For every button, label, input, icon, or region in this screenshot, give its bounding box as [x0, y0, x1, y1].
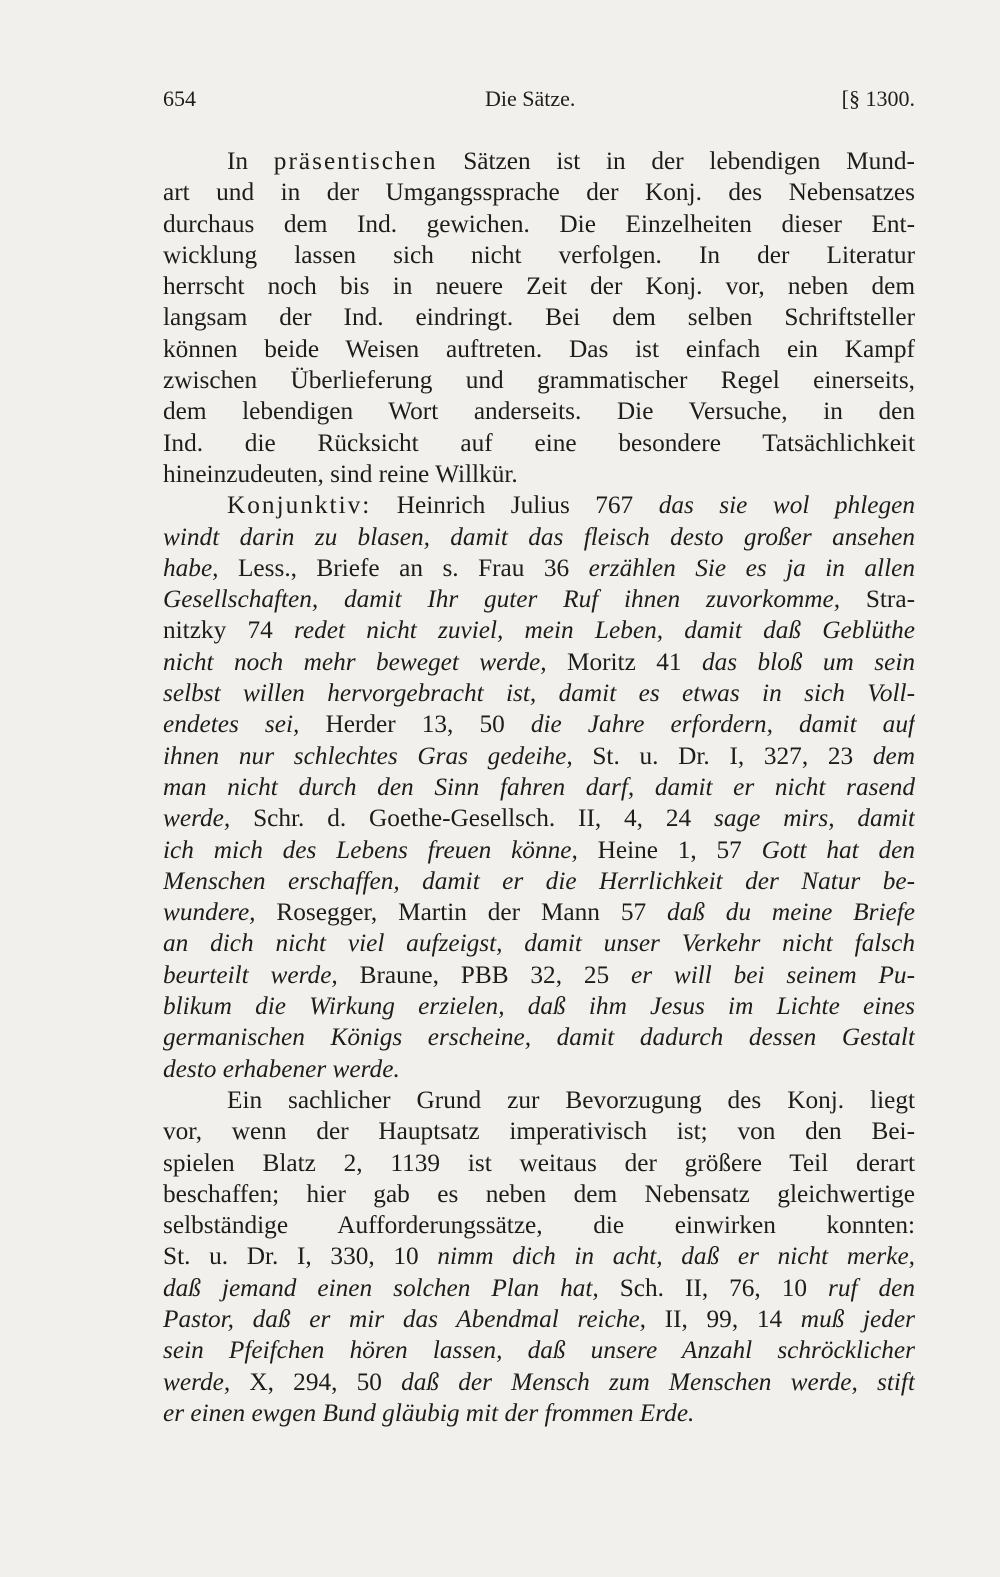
text-line: [163, 741, 915, 772]
text-line: [163, 1335, 915, 1366]
text-line: [163, 803, 915, 834]
italic-quotation: ich mich des Lebens freuen könne,: [163, 835, 578, 864]
text-line: [163, 146, 915, 177]
italic-quotation: werde,: [163, 804, 231, 833]
italic-quotation: blikum die Wirkung erzielen, daß ihm Jesus im Lichte eines: [163, 992, 915, 1021]
text-line: [163, 772, 915, 803]
running-title: Die Sätze.: [485, 86, 576, 111]
text-run: Ein sachlicher Grund zur Bevorzugung des Konj. liegt: [227, 1085, 915, 1114]
text-line: [163, 1398, 915, 1429]
running-header: [163, 86, 915, 122]
page-number: 654: [163, 86, 196, 111]
italic-quotation: er will bei seinem Pu-: [630, 960, 915, 989]
text-line: [163, 960, 915, 991]
text-line: [163, 991, 915, 1022]
italic-quotation: wundere,: [163, 898, 256, 927]
text-run: dem lebendigen Wort anderseits. Die Versuche, in den: [163, 397, 915, 426]
text-line: [163, 396, 915, 427]
italic-quotation: muß jeder: [800, 1304, 915, 1333]
italic-quotation: nimm dich in acht, daß er nicht merke,: [437, 1242, 915, 1271]
italic-quotation: er einen ewgen Bund gläubig mit der frommen Erde.: [163, 1398, 695, 1427]
text-line: [163, 1241, 915, 1272]
text-line: [163, 1148, 915, 1179]
text-run: Moritz 41: [546, 647, 702, 676]
text-line: [163, 490, 915, 521]
text-run: Sätzen ist in der lebendigen Mund-: [437, 147, 915, 175]
text-line: [163, 1022, 915, 1053]
text-line: [163, 1273, 915, 1304]
text-run: selbständige Aufforderungssätze, die einwirken konnten:: [163, 1211, 915, 1240]
main-text: [163, 146, 915, 1429]
text-run: langsam der Ind. eindringt. Bei dem selben Schriftsteller: [163, 303, 915, 332]
text-run: können beide Weisen auftreten. Das ist einfach ein Kampf: [163, 334, 915, 363]
text-line: [163, 897, 915, 928]
italic-quotation: habe,: [163, 553, 219, 582]
text-line: [163, 678, 915, 709]
text-line: [163, 177, 915, 208]
text-run: vor, wenn der Hauptsatz imperativisch ist; von den Bei-: [163, 1117, 915, 1146]
text-line: [163, 302, 915, 333]
text-run: Sch. II, 76, 10: [598, 1273, 828, 1302]
italic-quotation: redet nicht zuviel, mein Leben, damit daß Geblüthe: [293, 616, 915, 645]
text-run: X, 294, 50: [230, 1367, 402, 1396]
text-run: Herder 13, 50: [299, 710, 531, 739]
text-run: Stra-: [840, 585, 915, 614]
text-run: St. u. Dr. I, 327, 23: [572, 741, 873, 770]
italic-quotation: dem: [872, 741, 915, 770]
text-line: [163, 1085, 915, 1116]
text-run: durchaus dem Ind. gewichen. Die Einzelheiten dieser Ent-: [163, 209, 915, 238]
text-line: [163, 522, 915, 553]
paragraph: [163, 1085, 915, 1429]
italic-quotation: nicht noch mehr beweget werde,: [163, 647, 547, 676]
italic-quotation: sage mirs, damit: [714, 804, 915, 833]
text-line: [163, 866, 915, 897]
italic-quotation: endetes sei,: [163, 710, 300, 739]
text-run: Schr. d. Goethe-Gesellsch. II, 4, 24: [230, 804, 714, 833]
italic-quotation: germanischen Königs erscheine, damit dadurch dessen Gestalt: [163, 1023, 915, 1052]
italic-quotation: erzählen Sie es ja in allen: [588, 553, 915, 582]
italic-quotation: Pastor, daß er mir das Abendmal reiche,: [163, 1304, 647, 1333]
text-line: [163, 459, 915, 490]
text-line: [163, 334, 915, 365]
paragraph: [163, 146, 915, 490]
text-line: [163, 1054, 915, 1085]
text-run: spielen Blatz 2, 1139 ist weitaus der größere Teil derart: [163, 1148, 915, 1177]
text-line: [163, 615, 915, 646]
text-line: [163, 835, 915, 866]
italic-quotation: man nicht durch den Sinn fahren darf, damit er nicht rasend: [163, 772, 915, 801]
italic-quotation: an dich nicht viel aufzeigst, damit unser Verkehr nicht falsch: [163, 929, 915, 958]
italic-quotation: ihnen nur schlechtes Gras gedeihe,: [163, 741, 573, 770]
text-line: [163, 209, 915, 240]
text-run: präsentischen: [273, 147, 438, 175]
text-line: [163, 1304, 915, 1335]
section-reference: [§ 1300.: [841, 86, 915, 111]
text-line: [163, 365, 915, 396]
text-line: [163, 1210, 915, 1241]
italic-quotation: das bloß um sein: [701, 647, 915, 676]
text-run: Heine 1, 57: [577, 835, 762, 864]
italic-quotation: daß jemand einen solchen Plan hat,: [163, 1273, 599, 1302]
text-line: [163, 553, 915, 584]
text-line: [163, 928, 915, 959]
text-run: art und in der Umgangssprache der Konj. des Nebensatzes: [163, 178, 915, 207]
text-run: Konjunktiv:: [227, 491, 372, 520]
text-run: zwischen Überlieferung und grammatischer Regel einerseits,: [163, 366, 915, 395]
text-run: St. u. Dr. I, 330, 10: [163, 1242, 438, 1271]
text-run: Rosegger, Martin der Mann 57: [255, 898, 667, 927]
italic-quotation: daß du meine Briefe: [666, 898, 915, 927]
paragraph: [163, 490, 915, 1085]
italic-quotation: desto erhabener werde.: [163, 1054, 400, 1083]
text-run: In: [227, 147, 274, 175]
text-line: [163, 240, 915, 271]
italic-quotation: das sie wol phlegen: [658, 491, 915, 520]
italic-quotation: selbst willen hervorgebracht ist, damit es etwas in sich Voll-: [163, 679, 915, 708]
italic-quotation: windt darin zu blasen, damit das fleisch desto großer ansehen: [163, 522, 915, 551]
text-run: Ind. die Rücksicht auf eine besondere Tatsächlichkeit: [163, 428, 915, 457]
italic-quotation: beurteilt werde,: [163, 960, 338, 989]
italic-quotation: daß der Mensch zum Menschen werde, stift: [401, 1367, 915, 1396]
italic-quotation: die Jahre erfordern, damit auf: [530, 710, 915, 739]
text-line: [163, 271, 915, 302]
text-run: II, 99, 14: [646, 1304, 801, 1333]
text-line: [163, 709, 915, 740]
text-run: nitzky 74: [163, 616, 294, 645]
text-line: [163, 584, 915, 615]
text-line: [163, 647, 915, 678]
italic-quotation: sein Pfeifchen hören lassen, daß unsere Anzahl schröcklicher: [163, 1336, 915, 1365]
italic-quotation: ruf den: [827, 1273, 915, 1302]
text-line: [163, 1367, 915, 1398]
italic-quotation: Gott hat den: [761, 835, 915, 864]
text-line: [163, 428, 915, 459]
italic-quotation: Menschen erschaffen, damit er die Herrlichkeit der Natur be-: [163, 866, 915, 895]
text-line: [163, 1116, 915, 1147]
text-line: [163, 1179, 915, 1210]
text-run: wicklung lassen sich nicht verfolgen. In der Literatur: [163, 240, 915, 269]
text-run: Less., Briefe an s. Frau 36: [218, 553, 589, 582]
text-run: Braune, PBB 32, 25: [337, 960, 631, 989]
text-run: hineinzudeuten, sind reine Willkür.: [163, 459, 518, 488]
text-run: herrscht noch bis in neuere Zeit der Konj. vor, neben dem: [163, 272, 915, 301]
italic-quotation: werde,: [163, 1367, 231, 1396]
italic-quotation: Gesellschaften, damit Ihr guter Ruf ihnen zuvorkomme,: [163, 585, 841, 614]
text-run: Heinrich Julius 767: [371, 491, 659, 520]
text-run: beschaffen; hier gab es neben dem Nebensatz gleichwertige: [163, 1179, 915, 1208]
